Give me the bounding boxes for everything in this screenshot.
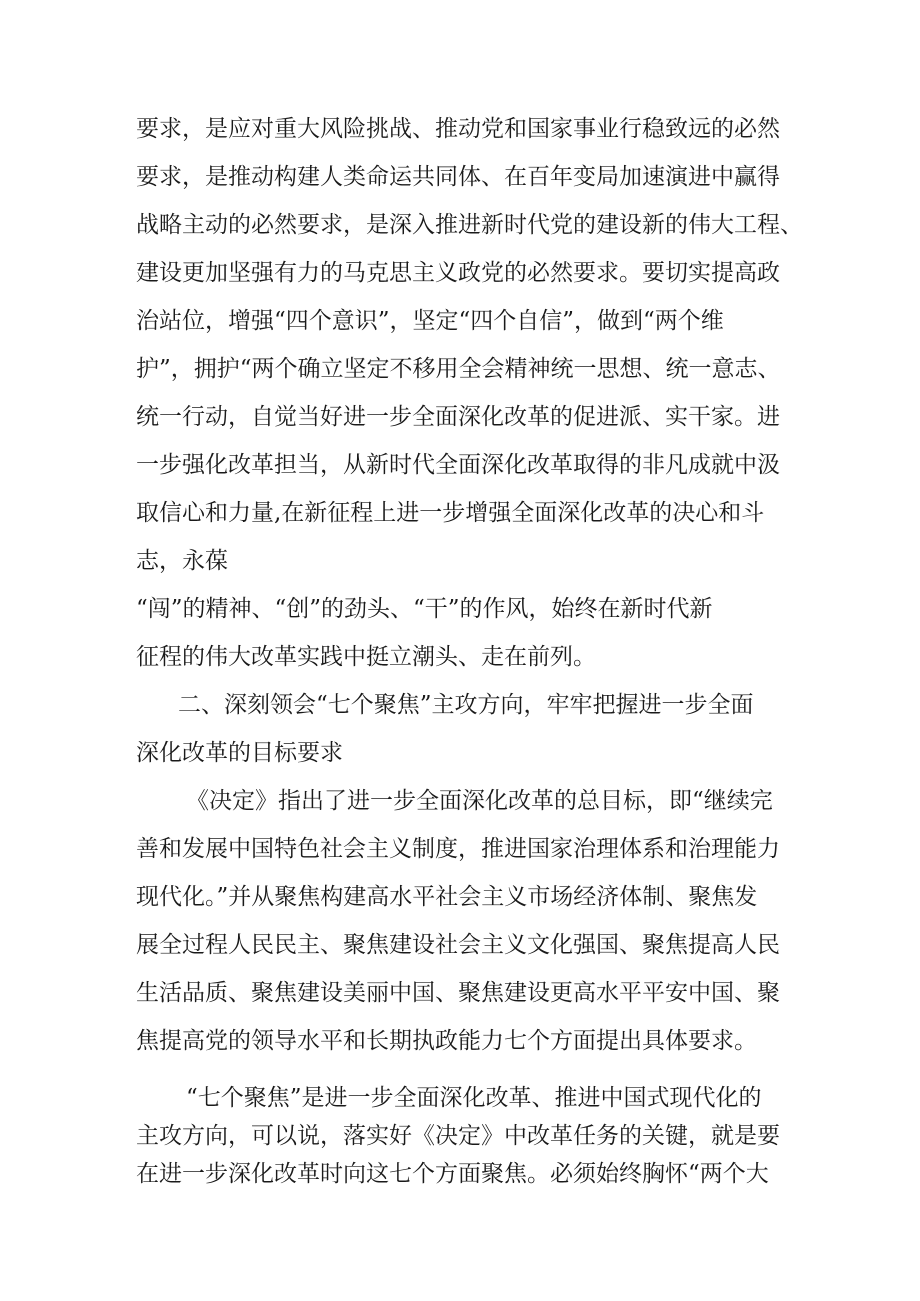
- text-line: 焦提高党的领导水平和长期执政能力七个方面提出具体要求。: [136, 1028, 757, 1054]
- text-line: 志，永葆: [136, 548, 228, 574]
- text-line: “闯”的精神、“创”的劲头、“干”的作风，始终在新时代新: [136, 596, 713, 622]
- text-line: 征程的伟大改革实践中挺立潮头、走在前列。: [136, 644, 596, 670]
- text-line: 《决定》指出了进一步全面深化改革的总目标，即“继续完: [186, 788, 773, 814]
- text-line: 建设更加坚强有力的马克思主义政党的必然要求。要切实提高政: [136, 260, 780, 286]
- text-line: 治站位，增强“四个意识”，坚定“四个自信”，做到“两个维: [136, 308, 724, 334]
- section-heading-continued: 深化改革的目标要求: [136, 740, 343, 766]
- text-line: 要求，是推动构建人类命运共同体、在百年变局加速演进中赢得: [136, 164, 780, 190]
- text-line: 护”，拥护“两个确立坚定不移用全会精神统一思想、统一意志、: [136, 356, 781, 382]
- text-line: 展全过程人民民主、聚焦建设社会主义文化强国、聚焦提高人民: [136, 932, 780, 958]
- text-line: 在进一步深化改革时向这七个方面聚焦。必须始终胸怀“两个大: [136, 1161, 769, 1187]
- text-line: 生活品质、聚焦建设美丽中国、聚焦建设更高水平平安中国、聚: [136, 980, 780, 1006]
- text-line: 现代化。”并从聚焦构建高水平社会主义市场经济体制、聚焦发: [136, 884, 758, 910]
- text-line: 战略主动的必然要求，是深入推进新时代党的建设新的伟大工程、: [136, 212, 803, 238]
- text-line: “七个聚焦”是进一步全面深化改革、推进中国式现代化的: [186, 1085, 762, 1111]
- text-line: 主攻方向，可以说，落实好《决定》中改革任务的关键，就是要: [136, 1123, 780, 1149]
- text-line: 善和发展中国特色社会主义制度，推进国家治理体系和治理能力: [136, 836, 780, 862]
- text-line: 一步强化改革担当，从新时代全面深化改革取得的非凡成就中汲: [136, 452, 780, 478]
- text-line: 取信心和力量,在新征程上进一步增强全面深化改革的决心和斗: [136, 500, 765, 526]
- text-line: 要求，是应对重大风险挑战、推动党和国家事业行稳致远的必然: [136, 116, 780, 142]
- text-line: 统一行动，自觉当好进一步全面深化改革的促进派、实干家。进: [136, 404, 780, 430]
- section-heading: 二、深刻领会“七个聚焦”主攻方向，牢牢把握进一步全面: [178, 692, 754, 718]
